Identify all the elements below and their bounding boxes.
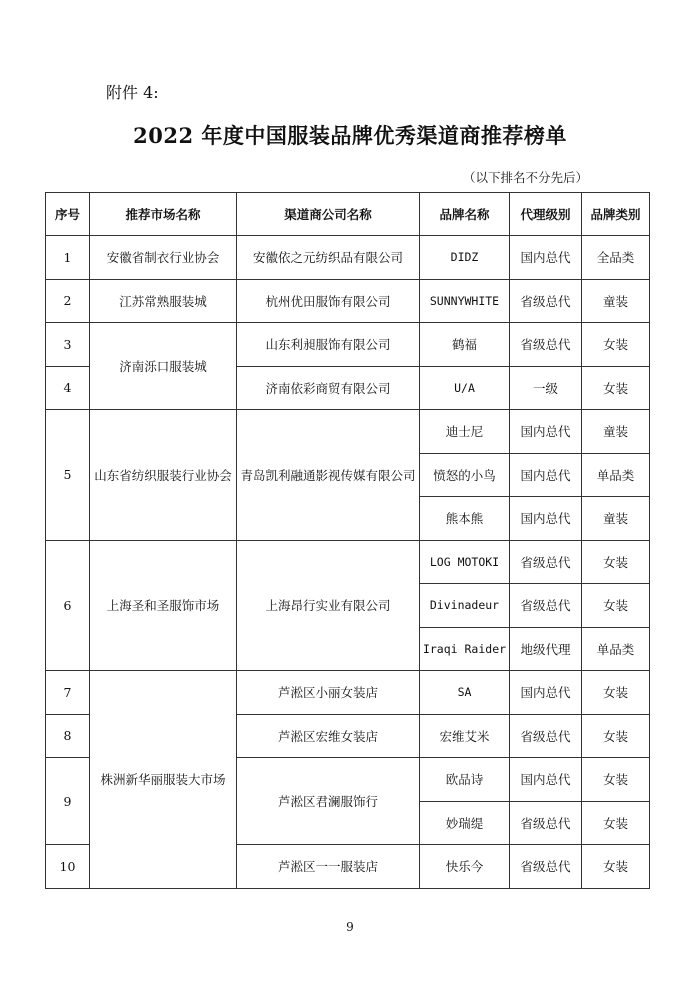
cell-level: 国内总代	[510, 497, 582, 541]
cell-no: 1	[46, 236, 90, 280]
cell-level: 国内总代	[510, 758, 582, 802]
cell-brand: DIDZ	[420, 236, 510, 280]
header-market: 推荐市场名称	[90, 193, 237, 236]
cell-category: 女装	[582, 845, 650, 889]
cell-category: 女装	[582, 671, 650, 715]
cell-level: 省级总代	[510, 279, 582, 323]
cell-category: 女装	[582, 801, 650, 845]
cell-no: 3	[46, 323, 90, 367]
cell-category: 童装	[582, 279, 650, 323]
page-title: 2022 年度中国服装品牌优秀渠道商推荐榜单	[133, 123, 567, 148]
table-row	[46, 540, 650, 584]
cell-brand: Iraqi Raider	[420, 627, 510, 671]
cell-no: 7	[46, 671, 90, 715]
cell-company: 杭州优田服饰有限公司	[237, 279, 420, 323]
cell-company: 安徽依之元纺织品有限公司	[237, 236, 420, 280]
cell-level: 一级	[510, 366, 582, 410]
header-level: 代理级别	[510, 193, 582, 236]
cell-level: 省级总代	[510, 714, 582, 758]
table-row	[46, 671, 650, 715]
cell-brand: 迪士尼	[420, 410, 510, 454]
cell-brand: U/A	[420, 366, 510, 410]
cell-level: 省级总代	[510, 845, 582, 889]
header-category: 品牌类别	[582, 193, 650, 236]
cell-market: 安徽省制衣行业协会	[90, 236, 237, 280]
cell-level: 国内总代	[510, 236, 582, 280]
cell-brand: 鹤福	[420, 323, 510, 367]
cell-no: 2	[46, 279, 90, 323]
cell-brand: 愤怒的小鸟	[420, 453, 510, 497]
cell-level: 省级总代	[510, 323, 582, 367]
table-header-row	[46, 193, 650, 236]
cell-market: 上海圣和圣服饰市场	[90, 540, 237, 671]
page-number: 9	[346, 920, 354, 934]
cell-no: 4	[46, 366, 90, 410]
cell-brand: Divinadeur	[420, 584, 510, 628]
table-row	[46, 410, 650, 454]
cell-company: 芦淞区小丽女装店	[237, 671, 420, 715]
header-brand: 品牌名称	[420, 193, 510, 236]
cell-brand: 妙瑞缇	[420, 801, 510, 845]
cell-market: 株洲新华丽服装大市场	[90, 671, 237, 889]
channel-ranking-table	[45, 192, 650, 889]
cell-company: 济南依彩商贸有限公司	[237, 366, 420, 410]
cell-category: 女装	[582, 540, 650, 584]
cell-no: 5	[46, 410, 90, 541]
cell-brand: 熊本熊	[420, 497, 510, 541]
cell-category: 单品类	[582, 627, 650, 671]
cell-market: 济南泺口服装城	[90, 323, 237, 410]
cell-no: 9	[46, 758, 90, 845]
cell-level: 省级总代	[510, 801, 582, 845]
cell-company: 芦淞区君澜服饰行	[237, 758, 420, 845]
cell-category: 童装	[582, 410, 650, 454]
cell-brand: SUNNYWHITE	[420, 279, 510, 323]
header-no: 序号	[46, 193, 90, 236]
header-company: 渠道商公司名称	[237, 193, 420, 236]
cell-company: 芦淞区宏维女装店	[237, 714, 420, 758]
cell-category: 女装	[582, 714, 650, 758]
ranking-note: （以下排名不分先后）	[462, 170, 588, 185]
cell-brand: 快乐今	[420, 845, 510, 889]
table-row	[46, 323, 650, 367]
cell-category: 单品类	[582, 453, 650, 497]
cell-no: 8	[46, 714, 90, 758]
cell-level: 省级总代	[510, 540, 582, 584]
cell-level: 国内总代	[510, 410, 582, 454]
cell-brand: SA	[420, 671, 510, 715]
cell-category: 女装	[582, 366, 650, 410]
cell-level: 国内总代	[510, 671, 582, 715]
cell-brand: LOG MOTOKI	[420, 540, 510, 584]
cell-company: 山东利昶服饰有限公司	[237, 323, 420, 367]
cell-market: 江苏常熟服装城	[90, 279, 237, 323]
cell-company: 青岛凯利融通影视传媒有限公司	[237, 410, 420, 541]
cell-level: 地级代理	[510, 627, 582, 671]
cell-company: 上海昂行实业有限公司	[237, 540, 420, 671]
cell-category: 女装	[582, 758, 650, 802]
cell-market: 山东省纺织服装行业协会	[90, 410, 237, 541]
table-row	[46, 236, 650, 280]
cell-level: 省级总代	[510, 584, 582, 628]
cell-no: 10	[46, 845, 90, 889]
cell-category: 女装	[582, 584, 650, 628]
cell-level: 国内总代	[510, 453, 582, 497]
attachment-label: 附件 4:	[106, 83, 159, 102]
cell-brand: 宏维艾米	[420, 714, 510, 758]
cell-no: 6	[46, 540, 90, 671]
cell-category: 女装	[582, 323, 650, 367]
cell-brand: 欧品诗	[420, 758, 510, 802]
cell-category: 童装	[582, 497, 650, 541]
table-row	[46, 279, 650, 323]
cell-company: 芦淞区一一服装店	[237, 845, 420, 889]
cell-category: 全品类	[582, 236, 650, 280]
